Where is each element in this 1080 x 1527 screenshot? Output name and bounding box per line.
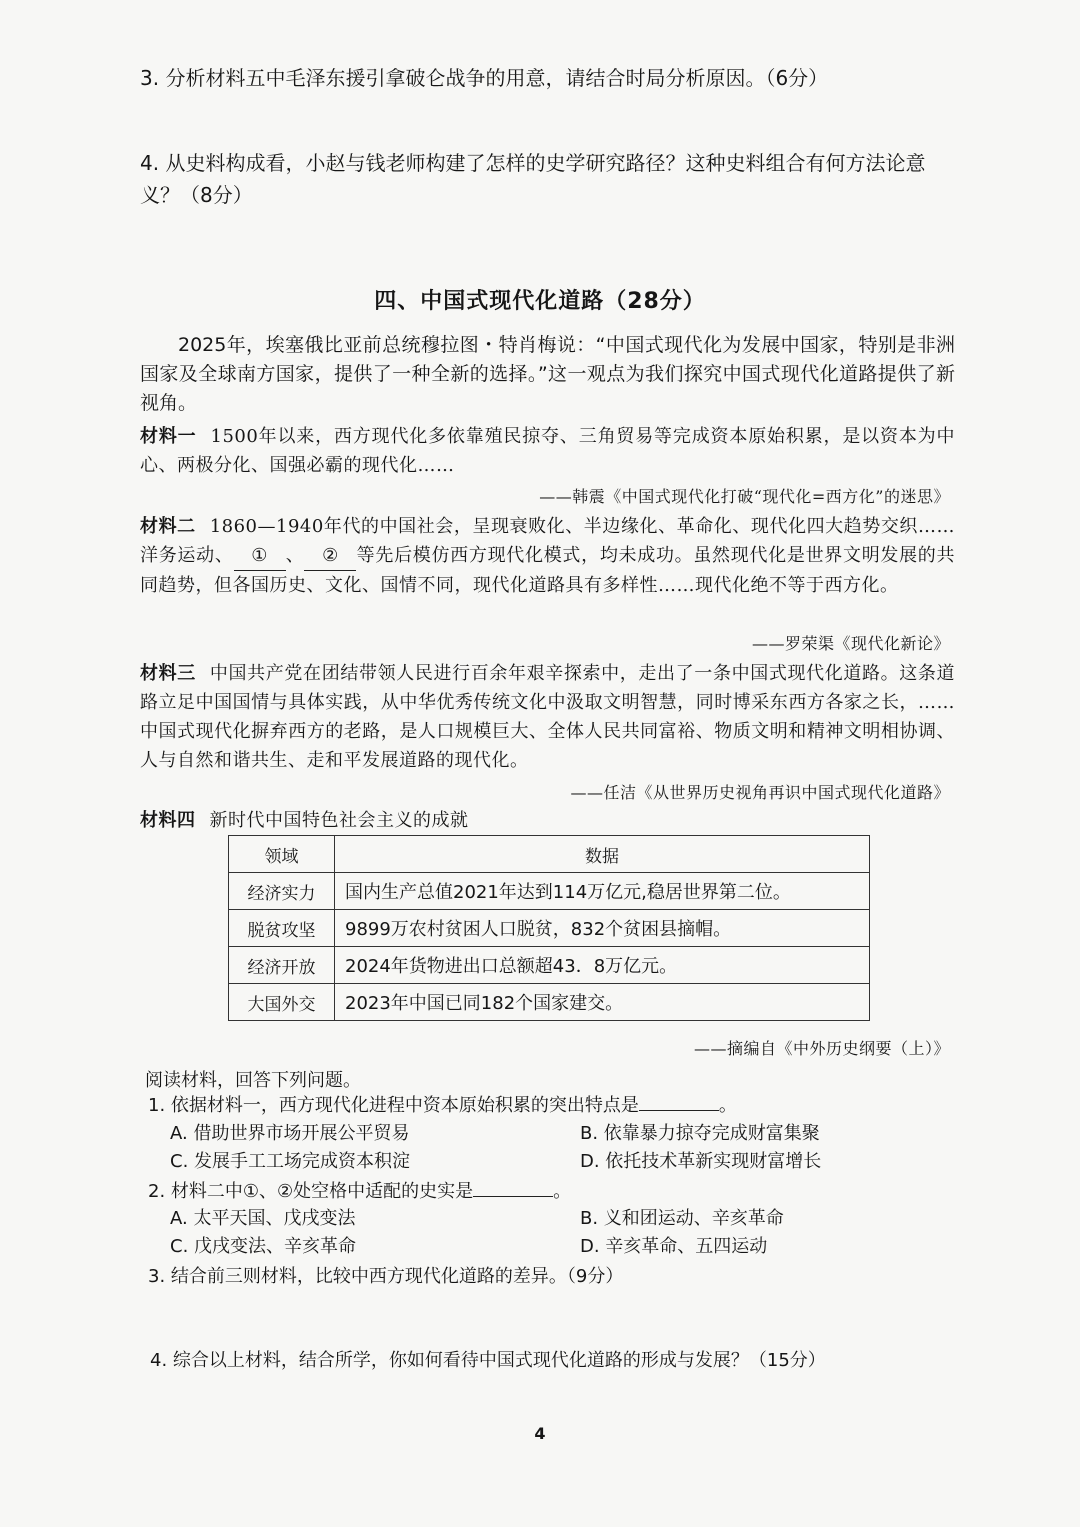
material-2-label: 材料二	[140, 516, 196, 537]
q2-option-b[interactable]: B. 义和团运动、辛亥革命	[580, 1208, 784, 1229]
material-3-label: 材料三	[140, 663, 196, 684]
material-2-text-b: 等先后模仿西方现代化模式，均未成功。虽然现代化是世界文明发展的共同趋势，但各国历史、文化、国情不同，现代化道路具有多样性……现代化绝不等于西方化。	[140, 545, 956, 596]
material-1-source: ——韩震《中国式现代化打破“现代化=西方化”的迷思》	[539, 487, 950, 506]
table-row	[229, 873, 870, 910]
material-1-text: 1500年以来，西方现代化多依靠殖民掠夺、三角贸易等完成资本原始积累，是以资本为中心、两极分化、国强必霸的现代化……	[140, 426, 956, 476]
material-4	[140, 806, 955, 835]
prev-question-4-line2: 义？（8分）	[140, 183, 253, 207]
material-4-source: ——摘编自《中外历史纲要（上）》	[693, 1039, 950, 1058]
table-header-row	[229, 836, 870, 873]
material-3-source: ——任洁《从世界历史视角再识中国式现代化道路》	[570, 783, 950, 802]
material-3-text: 中国共产党在团结带领人民进行百余年艰辛探索中，走出了一条中国式现代化道路。这条道路立足中国国情与具体实践，从中华优秀传统文化中汲取文明智慧，同时博采东西方各家之长，……中国式现代化摒弃西方的老路，是人口规模巨大、全体人民共同富裕、物质文明和精神文明相协调、人与自然和谐共生、走和平发展道路的现代化。	[140, 663, 956, 771]
material-2	[140, 512, 955, 600]
prev-question-4	[140, 147, 960, 211]
page-number: 4	[534, 1424, 546, 1443]
question-2-end: 。	[553, 1181, 572, 1202]
question-1-answer-blank[interactable]	[639, 1092, 719, 1111]
q1-option-a[interactable]: A. 借助世界市场开展公平贸易	[170, 1123, 410, 1144]
material-3	[140, 659, 955, 775]
question-1-end: 。	[718, 1095, 737, 1116]
section-intro: 2025年，埃塞俄比亚前总统穆拉图・特肖梅说：“中国式现代化为发展中国家，特别是非洲国家及全球南方国家，提供了一种全新的选择。”这一观点为我们探究中国式现代化道路提供了新视角。	[140, 334, 955, 414]
table-row	[229, 947, 870, 984]
q2-option-a[interactable]: A. 太平天国、戊戌变法	[170, 1208, 356, 1229]
q2-option-c[interactable]: C. 戊戌变法、辛亥革命	[170, 1236, 357, 1257]
q1-option-d[interactable]: D. 依托技术革新实现财富增长	[580, 1151, 822, 1172]
material-1	[140, 422, 955, 480]
table-cell-field: 经济开放	[229, 947, 335, 984]
prev-question-4-line1: 4. 从史料构成看，小赵与钱老师构建了怎样的史学研究路径？这种史料组合有何方法论意	[140, 151, 926, 175]
q2-option-d[interactable]: D. 辛亥革命、五四运动	[580, 1236, 768, 1257]
section-title: 四、中国式现代化道路（28分）	[374, 289, 706, 314]
achievements-table	[228, 835, 870, 1021]
table-cell-field: 大国外交	[229, 984, 335, 1021]
table-cell-value: 9899万农村贫困人口脱贫，832个贫困县摘帽。	[335, 910, 870, 947]
table-cell-value: 2024年货物进出口总额超43．8万亿元。	[335, 947, 870, 984]
q1-option-c[interactable]: C. 发展手工工场完成资本积淀	[170, 1151, 411, 1172]
question-4: 4. 综合以上材料，结合所学，你如何看待中国式现代化道路的形成与发展？（15分）	[150, 1350, 826, 1371]
material-4-caption: 新时代中国特色社会主义的成就	[209, 810, 469, 831]
table-cell-field: 脱贫攻坚	[229, 910, 335, 947]
material-1-label: 材料一	[140, 426, 197, 447]
table-header-data: 数据	[335, 836, 870, 873]
material-2-separator: 、	[285, 545, 305, 566]
question-1-text: 1. 依据材料一，西方现代化进程中资本原始积累的突出特点是	[148, 1095, 639, 1116]
prev-question-3: 3. 分析材料五中毛泽东援引拿破仑战争的用意，请结合时局分析原因。（6分）	[140, 66, 829, 90]
table-cell-value: 国内生产总值2021年达到114万亿元,稳居世界第二位。	[335, 873, 870, 910]
material-2-text-a: 1860—1940年代的中国社会，呈现衰败化、半边缘化、革命化、现代化四大趋势交织……洋务运动、	[140, 516, 955, 566]
q1-option-b[interactable]: B. 依靠暴力掠夺完成财富集聚	[580, 1123, 820, 1144]
table-row	[229, 984, 870, 1021]
table-cell-value: 2023年中国已同182个国家建交。	[335, 984, 870, 1021]
question-1	[148, 1092, 737, 1120]
question-2-text: 2. 材料二中①、②处空格中适配的史实是	[148, 1181, 474, 1202]
question-2	[148, 1178, 571, 1206]
table-cell-field: 经济实力	[229, 873, 335, 910]
question-3: 3. 结合前三则材料，比较中西方现代化道路的差异。（9分）	[148, 1266, 624, 1287]
question-2-answer-blank[interactable]	[473, 1178, 553, 1197]
table-header-field: 领域	[229, 836, 335, 873]
material-2-blank-2: ②	[304, 541, 356, 571]
material-2-source: ——罗荣渠《现代化新论》	[751, 634, 950, 653]
material-4-label: 材料四	[140, 810, 196, 831]
question-instruction: 阅读材料，回答下列问题。	[145, 1070, 361, 1091]
material-2-blank-1: ①	[234, 541, 286, 571]
table-row	[229, 910, 870, 947]
